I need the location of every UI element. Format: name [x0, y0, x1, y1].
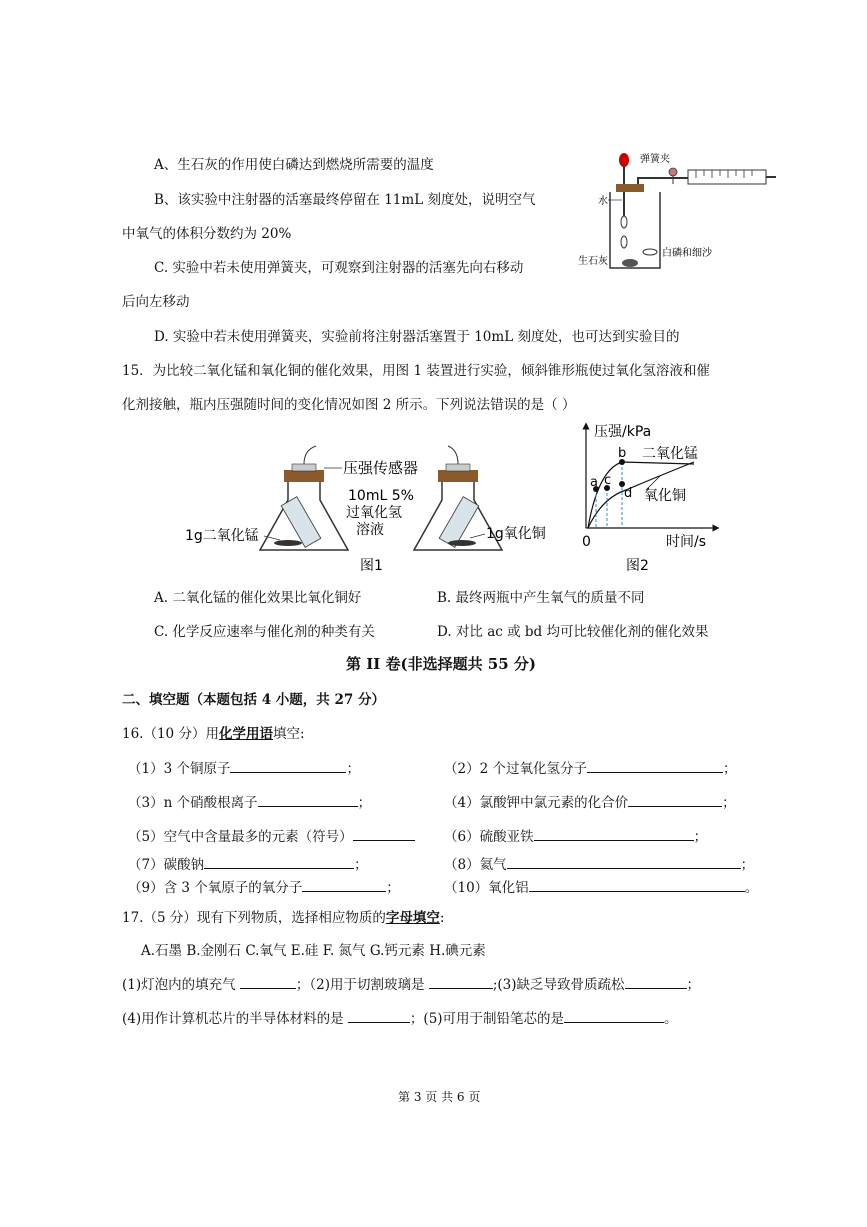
left-test-tube: [281, 497, 321, 548]
right-sensor: [446, 464, 470, 471]
q16-item-3-semicolon: ；: [357, 795, 372, 811]
q17-stem-prefix: 17.（5 分）现有下列物质，选择相应物质的: [122, 910, 386, 926]
q16-answer-blank-7[interactable]: [204, 854, 354, 869]
solution-label-2: 过氧化氢: [346, 505, 402, 521]
q16-item-6-label: （6）硫酸亚铁: [444, 829, 534, 845]
q16-stem: [122, 722, 305, 742]
right-label-leader: [470, 534, 485, 538]
series-cuo-label: 氧化铜: [644, 488, 686, 504]
lime-label: 生石灰: [578, 256, 608, 267]
right-test-tube: [439, 497, 479, 548]
q16-item-5-label: （5）空气中含量最多的元素（符号）: [128, 829, 353, 845]
q16-answer-blank-9[interactable]: [302, 877, 386, 892]
connecting-tube: [638, 178, 688, 188]
q14-option-b-line2: 中氧气的体积分数约为 20%: [122, 226, 292, 242]
q14-option-d: D. 实验中若未使用弹簧夹，实验前将注射器活塞置于 10mL 刻度处，也可达到实验目的: [154, 329, 680, 345]
q16-item-7-semicolon: ；: [354, 857, 368, 873]
point-d-label: d: [624, 486, 633, 501]
left-catalyst-label: 1g二氧化锰: [185, 528, 259, 544]
left-stopper: [284, 470, 324, 482]
q16-answer-blank-4[interactable]: [628, 792, 722, 807]
q15-figure-2: [574, 420, 722, 578]
phosphorus-dish: [643, 249, 657, 255]
water-drop: [621, 216, 627, 228]
q16-stem-suffix: 填空:: [272, 726, 305, 742]
clamp-icon: [669, 168, 677, 176]
water-label: 水: [598, 196, 608, 207]
q16-answer-blank-2[interactable]: [587, 758, 723, 773]
q16-item-7: [128, 853, 368, 873]
figure-1-caption: 图1: [360, 558, 383, 574]
q16-item-4-label: （4）氯酸钾中氯元素的化合价: [444, 795, 629, 811]
q17-item-5-label: ；(5)可用于制铅笔芯的是: [409, 1011, 565, 1027]
series-mno2-label: 二氧化锰: [642, 446, 698, 462]
q17-line-1: [122, 973, 700, 993]
q16-item-4-semicolon: ；: [722, 795, 736, 811]
section-2-title: 第 II 卷(非选择题共 55 分): [346, 655, 536, 673]
phosphorus-label: 白磷和细沙: [662, 248, 712, 259]
right-catalyst-label: 1g氧化铜: [486, 526, 546, 542]
q15-option-c: C. 化学反应速率与催化剂的种类有关: [154, 624, 375, 640]
q17-answer-blank-3[interactable]: [625, 974, 687, 989]
solution-label-3: 溶液: [356, 522, 384, 538]
q16-item-3-label: （3）n 个硝酸根离子: [128, 795, 258, 811]
q16-item-8: [444, 853, 754, 873]
point-c-label: c: [604, 473, 612, 488]
lime-lump: [622, 259, 638, 267]
q14-option-b-line1: B、该实验中注射器的活塞最终停留在 11mL 刻度处，说明空气: [154, 192, 536, 208]
q17-answer-blank-1[interactable]: [240, 974, 296, 989]
part-2-heading: 二、填空题（本题包括 4 小题，共 27 分）: [122, 692, 385, 708]
q14-option-a: A、生石灰的作用使白磷达到燃烧所需要的温度: [154, 157, 434, 173]
q15-stem-line1: 15．为比较二氧化锰和氧化铜的催化效果，用图 1 装置进行实验，倾斜锥形瓶使过氧化氢溶液和催: [122, 363, 710, 379]
syringe-scale: [696, 170, 752, 178]
q16-item-8-semicolon: ；: [740, 857, 755, 873]
q14-option-c-line1: C. 实验中若未使用弹簧夹，可观察到注射器的活塞先向右移动: [154, 260, 524, 276]
q16-item-2-label: （2）2 个过氧化氢分子: [444, 761, 587, 777]
y-axis-label: 压强/kPa: [594, 424, 652, 440]
q16-answer-blank-3[interactable]: [258, 792, 358, 807]
q16-answer-blank-5[interactable]: [353, 826, 415, 841]
point-b-label: b: [618, 446, 627, 461]
q17-item-1-label: (1)灯泡内的填充气: [122, 977, 236, 993]
q17-stem: [122, 906, 444, 926]
q15-option-d: D. 对比 ac 或 bd 均可比较催化剂的催化效果: [437, 624, 709, 640]
q16-item-6: [444, 825, 707, 845]
beaker: [610, 192, 660, 268]
q16-item-9: [128, 876, 400, 896]
q16-answer-blank-6[interactable]: [534, 826, 694, 841]
q16-item-9-semicolon: ；: [386, 880, 400, 896]
q16-answer-blank-10[interactable]: [529, 877, 745, 892]
q17-item-2-label: ；（2)用于切割玻璃是: [295, 977, 425, 993]
q17-answer-blank-2[interactable]: [429, 974, 493, 989]
point-a-label: a: [590, 475, 598, 490]
q16-item-9-label: （9）含 3 个氧原子的氧分子: [128, 880, 303, 896]
q15-figure-1: [180, 442, 560, 577]
dropper-bulb: [619, 153, 629, 167]
q16-item-8-label: （8）氦气: [444, 857, 507, 873]
q16-item-2-semicolon: ；: [722, 761, 737, 777]
q15-option-a: A. 二氧化锰的催化效果比氧化铜好: [154, 590, 362, 606]
right-sensor-wire: [448, 446, 458, 464]
right-stopper: [438, 470, 478, 482]
q16-item-6-semicolon: ；: [693, 829, 708, 845]
q16-item-3: [128, 791, 371, 811]
q16-item-2: [444, 757, 736, 777]
q17-choices: A.石墨 B.金刚石 C.氧气 E.硅 F. 氮气 G.钙元素 H.碘元素: [141, 943, 486, 959]
q16-item-10: [444, 876, 758, 896]
x-axis-label: 时间/s: [666, 534, 707, 550]
q16-item-1-semicolon: ；: [346, 761, 360, 777]
q16-item-1: [128, 757, 360, 777]
figure-2-caption: 图2: [626, 558, 649, 574]
solution-label-1: 10mL 5%: [348, 488, 414, 504]
q17-stem-emphasis: 字母填空: [385, 910, 440, 926]
q17-item-4-label: (4)用作计算机芯片的半导体材料的是: [122, 1011, 344, 1027]
left-sensor-wire: [304, 446, 316, 464]
q16-item-10-label: （10）氧化铝: [444, 880, 529, 896]
sensor-label: 压强传感器: [343, 459, 419, 477]
q16-item-10-period: 。: [744, 880, 759, 896]
q17-line-1-semicolon: ；: [686, 977, 700, 993]
q17-answer-blank-5[interactable]: [564, 1008, 664, 1023]
q16-answer-blank-8[interactable]: [507, 854, 741, 869]
q15-stem-line2: 化剂接触，瓶内压强随时间的变化情况如图 2 所示。下列说法错误的是（ ）: [122, 397, 576, 413]
q17-line-2: [122, 1007, 678, 1027]
q16-item-5: [128, 825, 415, 845]
q17-item-3-label: ;(3)缺乏导致骨质疏松: [492, 977, 625, 993]
q16-item-1-label: （1）3 个铜原子: [128, 761, 231, 777]
q15-option-b: B. 最终两瓶中产生氧气的质量不同: [437, 590, 645, 606]
q17-stem-suffix: :: [439, 910, 445, 926]
q14-apparatus-figure: [578, 148, 778, 276]
q14-option-c-line2: 后向左移动: [122, 294, 190, 310]
stopper: [616, 184, 644, 192]
q17-answer-blank-4[interactable]: [348, 1008, 410, 1023]
q16-stem-prefix: 16.（10 分）用: [122, 726, 219, 742]
left-sensor: [292, 464, 316, 471]
page-footer: 第 3 页 共 6 页: [398, 1090, 481, 1104]
left-catalyst: [274, 540, 302, 546]
q16-answer-blank-1[interactable]: [230, 758, 346, 773]
q16-stem-emphasis: 化学用语: [218, 726, 273, 742]
clamp-label: 弹簧夹: [640, 154, 670, 165]
water-drop-2: [621, 236, 627, 248]
origin-label: 0: [582, 534, 591, 550]
q17-line-2-period: 。: [664, 1011, 678, 1027]
right-catalyst: [448, 540, 476, 546]
q16-item-7-label: （7）碳酸钠: [128, 857, 205, 873]
q16-item-4: [444, 791, 736, 811]
syringe-barrel: [688, 170, 766, 184]
